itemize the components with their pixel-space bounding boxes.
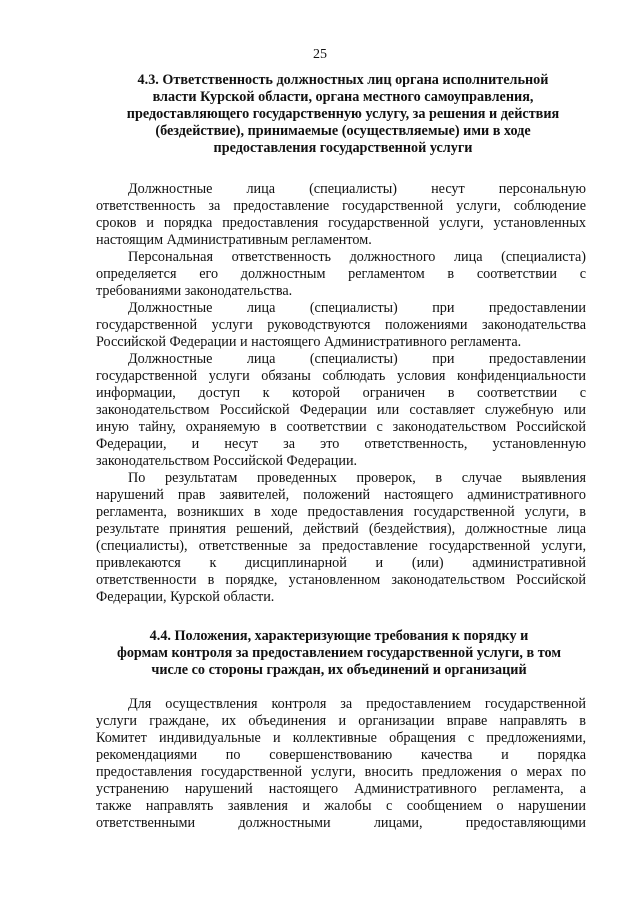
paragraph-line: (специалисты), ответственные за предоставление государственной услуги, <box>96 538 586 554</box>
paragraph-line: устранению нарушений настоящего Административного регламента, а <box>96 781 586 797</box>
paragraph-line: результате принятия решений, действий (бездействия), должностные лица <box>96 521 586 537</box>
paragraph-line: государственной услуги руководствуются положениями законодательства <box>96 317 586 333</box>
paragraph-line: рекомендациями по совершенствованию качества и порядка <box>96 747 586 763</box>
paragraph-line: определяется его должностным регламентом в соответствии с <box>96 266 586 282</box>
heading-line: формам контроля за предоставлением государственной услуги, в том <box>117 645 561 661</box>
paragraph-line: государственной услуги обязаны соблюдать условия конфиденциальности <box>96 368 586 384</box>
paragraph-line: иную тайну, охраняемую в соответствии с законодательством Российской <box>96 419 586 435</box>
paragraph-line: Должностные лица (специалисты) при предоставлении <box>128 300 586 316</box>
heading-line: числе со стороны граждан, их объединений и организаций <box>151 662 527 678</box>
paragraph-line: Должностные лица (специалисты) при предоставлении <box>128 351 586 367</box>
section-4-4-body <box>96 696 586 832</box>
paragraph-line: Федерации, и несут за это ответственность, установленную <box>96 436 586 452</box>
paragraph-line: нарушений прав заявителей, положений настоящего административного <box>96 487 586 503</box>
paragraph-line: услуги граждане, их объединения и организации вправе направлять в <box>96 713 586 729</box>
paragraph-line: Должностные лица (специалисты) несут персональную <box>128 181 586 197</box>
page-number: 25 <box>313 47 327 62</box>
heading-line: 4.3. Ответственность должностных лиц органа исполнительной <box>137 72 549 88</box>
paragraph-line: Российской Федерации и настоящего Административного регламента. <box>96 334 522 350</box>
paragraph-line: сроков и порядка предоставления государственной услуги, установленных <box>96 215 586 231</box>
section-4-3-heading <box>100 72 586 157</box>
paragraph-line: информации, доступ к которой ограничен в соответствии с <box>96 385 586 401</box>
paragraph-line: Федерации, Курской области. <box>96 589 275 605</box>
paragraph-line: настоящим Административным регламентом. <box>96 232 372 248</box>
paragraph-line: Персональная ответственность должностного лица (специалиста) <box>128 249 586 265</box>
paragraph-line: привлекаются к дисциплинарной и (или) административной <box>96 555 586 571</box>
paragraph-line: Для осуществления контроля за предоставлением государственной <box>128 696 586 712</box>
paragraph-line: законодательством Российской Федерации. <box>96 453 358 469</box>
heading-line: власти Курской области, органа местного самоуправления, <box>152 89 534 105</box>
heading-line: предоставления государственной услуги <box>213 140 473 156</box>
paragraph-line: Комитет индивидуальные и коллективные обращения с предложениями, <box>96 730 586 746</box>
section-4-4-heading <box>92 628 586 679</box>
paragraph-line: законодательством Российской Федерации или составляет служебную или <box>96 402 586 418</box>
paragraph-line: ответственность за предоставление государственной услуги, соблюдение <box>96 198 586 214</box>
paragraph-line: требованиями законодательства. <box>96 283 293 299</box>
heading-line: 4.4. Положения, характеризующие требования к порядку и <box>149 628 529 644</box>
paragraph-line: предоставления государственной услуги, вносить предложения о мерах по <box>96 764 586 780</box>
heading-line: предоставляющего государственную услугу, за решения и действия <box>126 106 560 122</box>
heading-line: (бездействие), принимаемые (осуществляемые) ими в ходе <box>155 123 531 139</box>
section-4-3-body <box>96 181 586 606</box>
paragraph-line: По результатам проведенных проверок, в случае выявления <box>128 470 586 486</box>
paragraph-line: ответственности в порядке, установленном законодательством Российской <box>96 572 586 588</box>
paragraph-line: также направлять заявления и жалобы с сообщением о нарушении <box>96 798 586 814</box>
paragraph-line: ответственными должностными лицами, предоставляющими <box>96 815 586 831</box>
paragraph-line: регламента, возникших в ходе предоставления государственной услуги, в <box>96 504 586 520</box>
